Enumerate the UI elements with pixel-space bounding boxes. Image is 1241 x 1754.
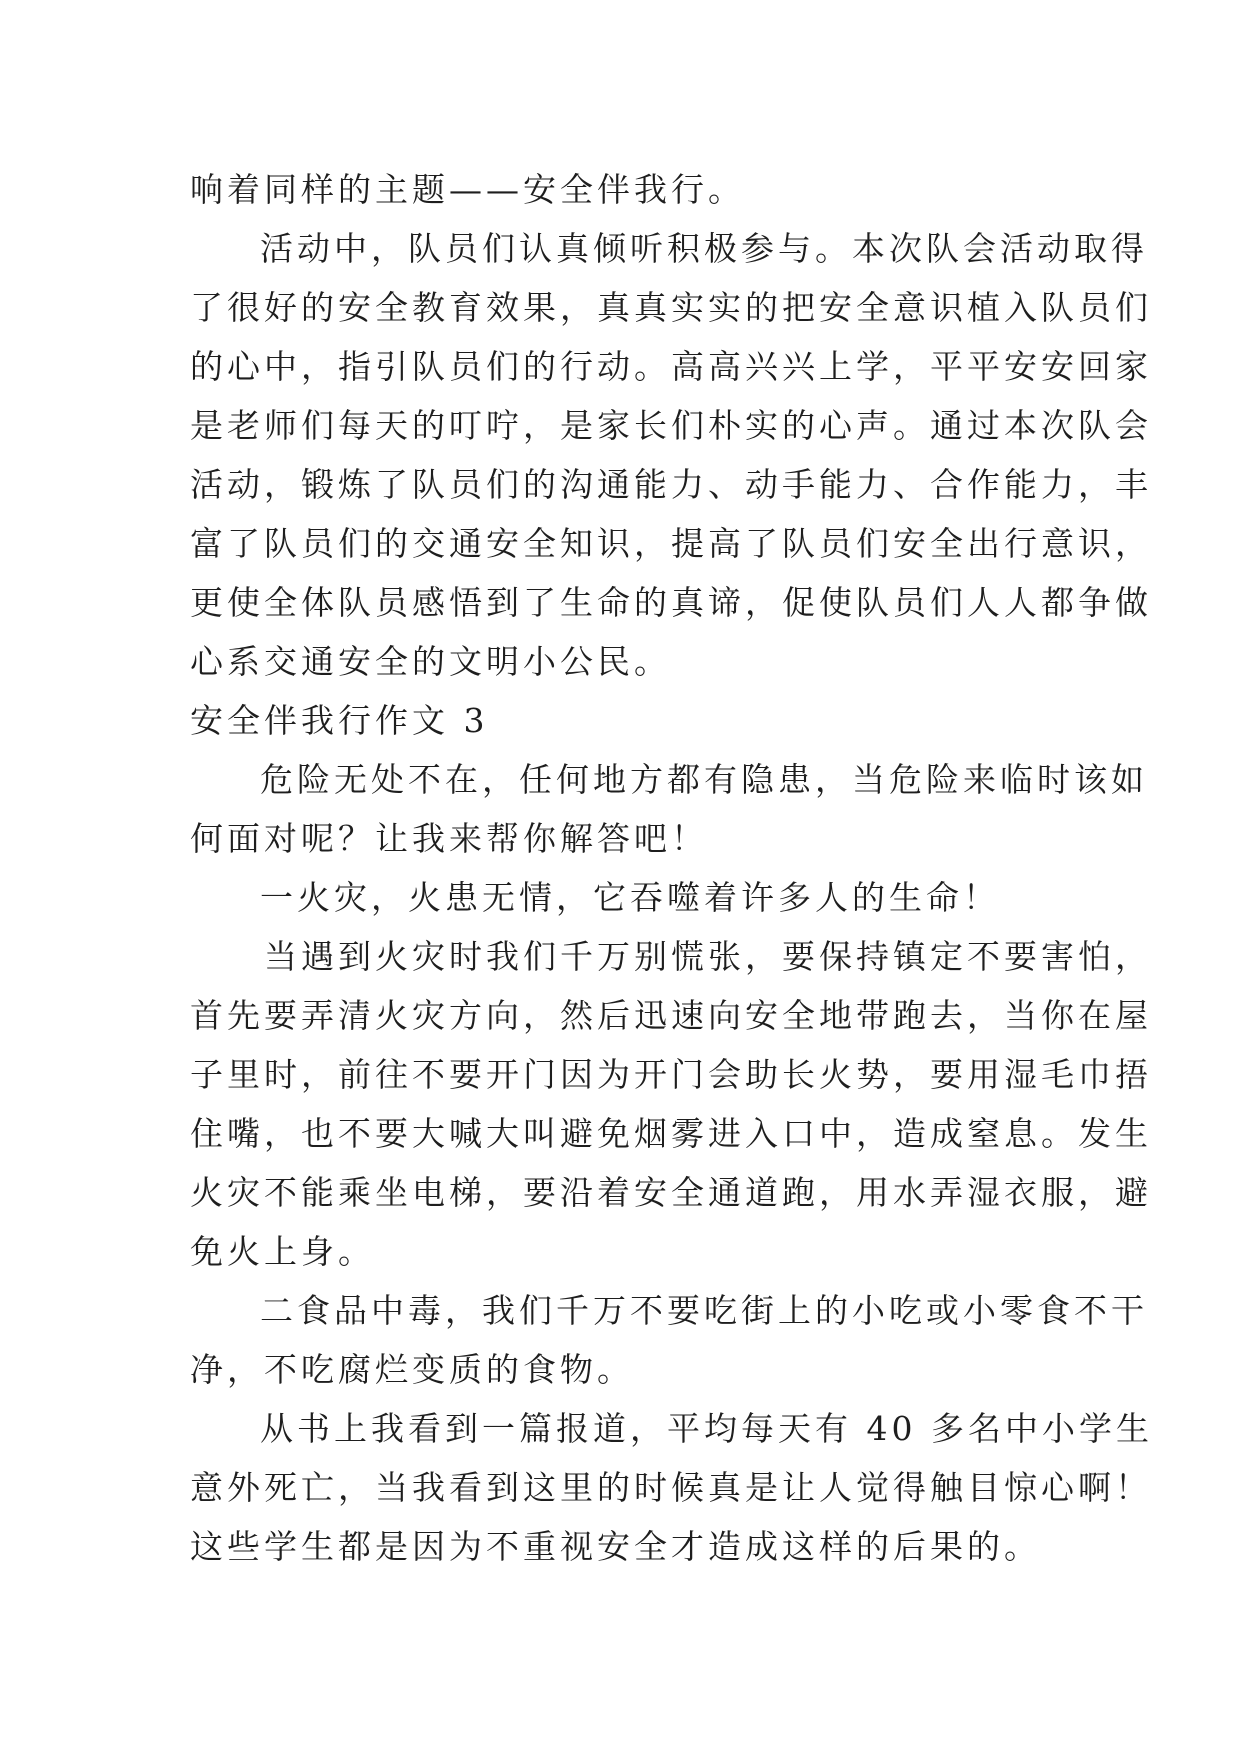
paragraph-line: 了很好的安全教育效果，真真实实的把安全意识植入队员们	[190, 288, 1152, 327]
document-body	[190, 160, 1153, 1576]
paragraph-line: 免火上身。	[190, 1232, 375, 1271]
paragraph-line: 活动，锻炼了队员们的沟通能力、动手能力、合作能力，丰	[190, 465, 1152, 504]
paragraph-line: 是老师们每天的叮咛，是家长们朴实的心声。通过本次队会	[190, 406, 1152, 445]
paragraph-line: 这些学生都是因为不重视安全才造成这样的后果的。	[190, 1527, 1041, 1566]
paragraph-line: 危险无处不在，任何地方都有隐患，当危险来临时该如	[260, 760, 1148, 799]
paragraph-line: 的心中，指引队员们的行动。高高兴兴上学，平平安安回家	[190, 347, 1152, 386]
paragraph-line: 火灾不能乘坐电梯，要沿着安全通道跑，用水弄湿衣服，避	[190, 1173, 1152, 1212]
paragraph-line: 二食品中毒，我们千万不要吃街上的小吃或小零食不干	[260, 1291, 1148, 1330]
paragraph-line: 净，不吃腐烂变质的食物。	[190, 1350, 634, 1389]
paragraph-line: 住嘴，也不要大喊大叫避免烟雾进入口中，造成窒息。发生	[190, 1114, 1152, 1153]
paragraph-line: 心系交通安全的文明小公民。	[190, 642, 671, 681]
paragraph-line: 首先要弄清火灾方向，然后迅速向安全地带跑去，当你在屋	[190, 996, 1152, 1035]
paragraph-line: 从书上我看到一篇报道，平均每天有 40 多名中小学生	[260, 1409, 1153, 1448]
paragraph-line: 一火灾，火患无情，它吞噬着许多人的生命！	[260, 878, 1000, 917]
paragraph-line: 活动中，队员们认真倾听积极参与。本次队会活动取得	[260, 229, 1148, 268]
paragraph-line: 意外死亡，当我看到这里的时候真是让人觉得触目惊心啊！	[190, 1468, 1152, 1507]
paragraph-line: 富了队员们的交通安全知识，提高了队员们安全出行意识，	[190, 524, 1152, 563]
section-heading: 安全伴我行作文 3	[190, 701, 489, 740]
paragraph-line: 子里时，前往不要开门因为开门会助长火势，要用湿毛巾捂	[190, 1055, 1152, 1094]
paragraph-line: 当遇到火灾时我们千万别慌张，要保持镇定不要害怕，	[264, 937, 1152, 976]
paragraph-line: 响着同样的主题——安全伴我行。	[190, 170, 745, 209]
paragraph-line: 更使全体队员感悟到了生命的真谛，促使队员们人人都争做	[190, 583, 1152, 622]
paragraph-line: 何面对呢？让我来帮你解答吧！	[190, 819, 708, 858]
